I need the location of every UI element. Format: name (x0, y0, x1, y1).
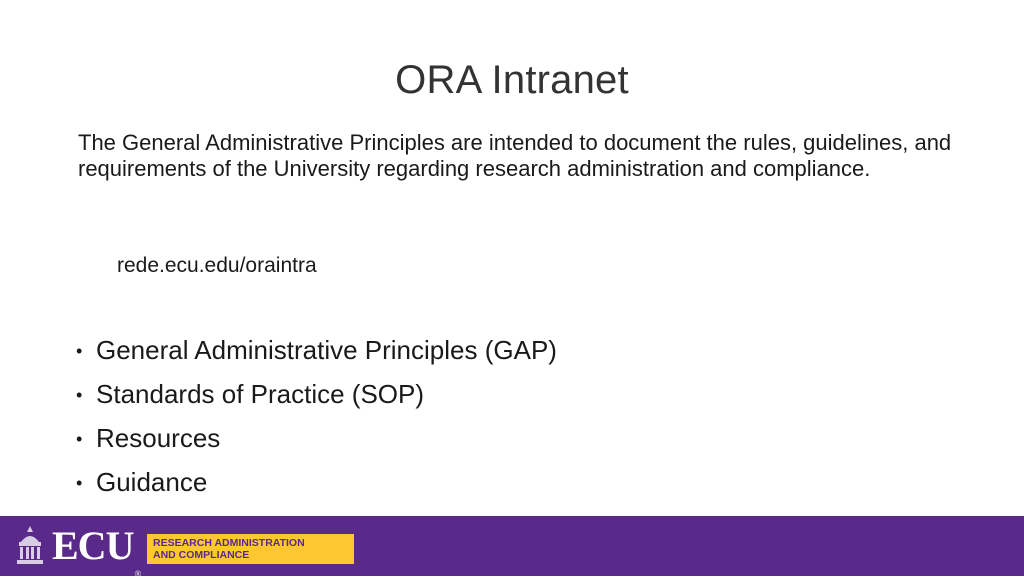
list-item (76, 330, 557, 374)
unit-name-line-2: AND COMPLIANCE (153, 549, 250, 561)
footer-bar (0, 516, 1024, 579)
list-item-label: General Administrative Principles (GAP) (96, 335, 557, 365)
bullet-icon: • (76, 429, 83, 449)
ecu-logo-text: ECU (52, 523, 134, 568)
list-item (76, 418, 557, 462)
intranet-url: rede.ecu.edu/oraintra (117, 254, 317, 277)
bullet-icon: • (76, 473, 83, 493)
topic-list (76, 330, 557, 506)
list-item (76, 462, 557, 506)
list-item-label: Guidance (96, 467, 208, 497)
slide-title: ORA Intranet (395, 58, 629, 102)
list-item-label: Resources (96, 423, 221, 453)
list-item (76, 374, 557, 418)
university-seal-icon (12, 524, 48, 568)
intro-paragraph: The General Administrative Principles are intended to document the rules, guidelines, and requirements of the University regarding research administration and compliance. (78, 130, 952, 181)
bullet-icon: • (76, 341, 83, 361)
registered-mark: ® (134, 569, 141, 579)
ecu-logo (52, 523, 141, 579)
list-item-label: Standards of Practice (SOP) (96, 379, 425, 409)
bullet-icon: • (76, 385, 83, 405)
unit-name-line-1: RESEARCH ADMINISTRATION (153, 537, 305, 549)
unit-name-badge (147, 534, 354, 564)
